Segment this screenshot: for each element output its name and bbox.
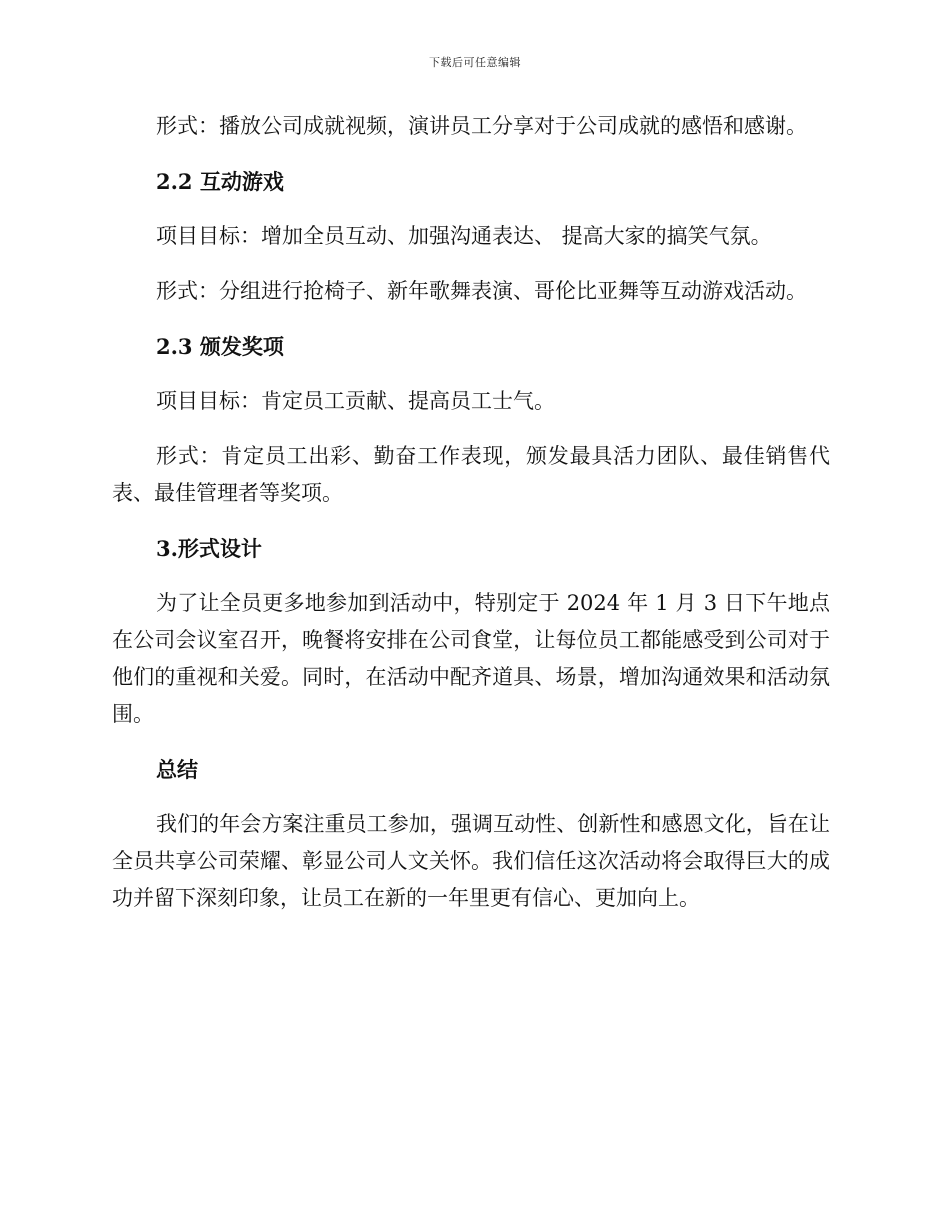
paragraph-goal-interactive: 项目目标：增加全员互动、加强沟通表达、 提高大家的搞笑气氛。	[156, 224, 772, 248]
paragraph-summary: 我们的年会方案注重员工参加，强调互动性、创新性和感恩文化，旨在让全员共享公司荣耀、彰显公司人文关怀。我们信任这次活动将会取得巨大的成功并留下深刻印象，让员工在新的一年里更有信心、更加向上。	[112, 812, 830, 910]
section-heading-summary: 总结	[156, 757, 198, 782]
section-heading-awards: 2.3 颁发奖项	[156, 334, 284, 359]
paragraph-form-achievement: 形式：播放公司成就视频，演讲员工分享对于公司成就的感悟和感谢。	[156, 114, 807, 138]
paragraph-form-awards: 形式：肯定员工出彩、勤奋工作表现，颁发最具活力团队、最佳销售代表、最佳管理者等奖项。	[112, 444, 830, 505]
paragraph-form-games: 形式：分组进行抢椅子、新年歌舞表演、哥伦比亚舞等互动游戏活动。	[156, 279, 807, 303]
paragraph-format-design: 为了让全员更多地参加到活动中，特别定于 2024 年 1 月 3 日下午地点在公司会议室召开，晚餐将安排在公司食堂，让每位员工都能感受到公司对于他们的重视和关爱。同时，在活动中配齐道具、场景，增加沟通效果和活动氛围。	[112, 591, 830, 726]
header-note: 下载后可任意编辑	[429, 56, 521, 69]
section-heading-format-design: 3.形式设计	[156, 536, 262, 561]
document-body	[112, 108, 830, 935]
paragraph-goal-awards: 项目目标：肯定员工贡献、提高员工士气。	[156, 389, 555, 413]
section-heading-interactive-games: 2.2 互动游戏	[156, 169, 284, 194]
